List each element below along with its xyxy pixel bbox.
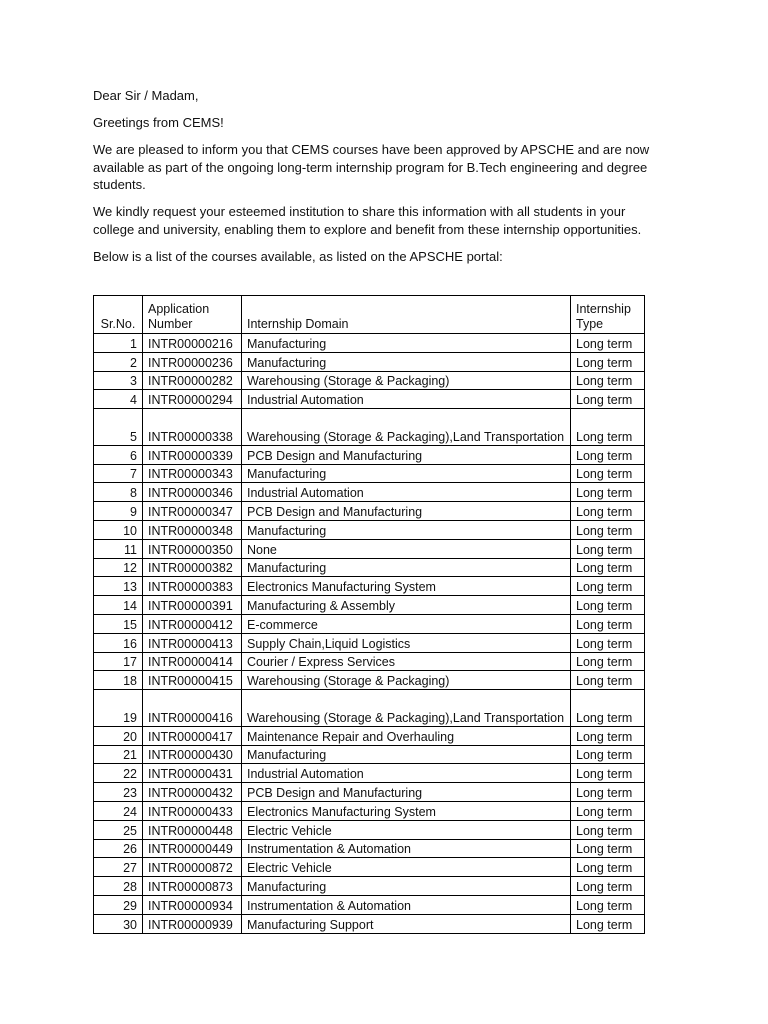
table-row	[94, 409, 645, 446]
cell-internship-domain: Warehousing (Storage & Packaging),Land Transportation	[242, 409, 571, 446]
cell-application-number: INTR00000449	[143, 839, 242, 858]
cell-srno: 24	[94, 801, 143, 820]
cell-internship-domain: PCB Design and Manufacturing	[242, 445, 571, 464]
table-body	[94, 334, 645, 934]
cell-internship-type: Long term	[571, 764, 645, 783]
table-row	[94, 520, 645, 539]
table-row	[94, 502, 645, 521]
cell-application-number: INTR00000294	[143, 390, 242, 409]
cell-application-number: INTR00000216	[143, 334, 242, 353]
cell-srno: 1	[94, 334, 143, 353]
cell-internship-type: Long term	[571, 690, 645, 727]
cell-internship-type: Long term	[571, 877, 645, 896]
table-row	[94, 577, 645, 596]
table-row	[94, 745, 645, 764]
cell-application-number: INTR00000872	[143, 858, 242, 877]
cell-srno: 14	[94, 596, 143, 615]
cell-application-number: INTR00000433	[143, 801, 242, 820]
cell-internship-type: Long term	[571, 783, 645, 802]
table-row	[94, 633, 645, 652]
cell-srno: 13	[94, 577, 143, 596]
cell-srno: 18	[94, 671, 143, 690]
cell-internship-domain: PCB Design and Manufacturing	[242, 783, 571, 802]
cell-srno: 2	[94, 352, 143, 371]
cell-srno: 4	[94, 390, 143, 409]
cell-application-number: INTR00000346	[143, 483, 242, 502]
cell-internship-domain: Manufacturing	[242, 464, 571, 483]
cell-internship-domain: Instrumentation & Automation	[242, 895, 571, 914]
table-row	[94, 839, 645, 858]
cell-internship-type: Long term	[571, 483, 645, 502]
cell-internship-type: Long term	[571, 371, 645, 390]
cell-internship-domain: Manufacturing Support	[242, 914, 571, 933]
cell-internship-type: Long term	[571, 577, 645, 596]
cell-internship-domain: Electronics Manufacturing System	[242, 577, 571, 596]
cell-application-number: INTR00000430	[143, 745, 242, 764]
cell-application-number: INTR00000236	[143, 352, 242, 371]
cell-srno: 9	[94, 502, 143, 521]
cell-srno: 30	[94, 914, 143, 933]
table-row	[94, 445, 645, 464]
cell-internship-type: Long term	[571, 409, 645, 446]
cell-application-number: INTR00000339	[143, 445, 242, 464]
cell-internship-type: Long term	[571, 502, 645, 521]
cell-internship-domain: Warehousing (Storage & Packaging)	[242, 371, 571, 390]
table-row	[94, 483, 645, 502]
cell-srno: 8	[94, 483, 143, 502]
cell-srno: 25	[94, 820, 143, 839]
cell-srno: 23	[94, 783, 143, 802]
cell-srno: 16	[94, 633, 143, 652]
cell-internship-type: Long term	[571, 520, 645, 539]
cell-application-number: INTR00000343	[143, 464, 242, 483]
cell-srno: 12	[94, 558, 143, 577]
cell-internship-type: Long term	[571, 633, 645, 652]
cell-application-number: INTR00000391	[143, 596, 242, 615]
table-row	[94, 464, 645, 483]
table-row	[94, 820, 645, 839]
cell-application-number: INTR00000382	[143, 558, 242, 577]
cell-internship-domain: Courier / Express Services	[242, 652, 571, 671]
cell-application-number: INTR00000415	[143, 671, 242, 690]
cell-internship-type: Long term	[571, 614, 645, 633]
cell-srno: 3	[94, 371, 143, 390]
cell-srno: 19	[94, 690, 143, 727]
cell-internship-type: Long term	[571, 390, 645, 409]
cell-application-number: INTR00000934	[143, 895, 242, 914]
cell-application-number: INTR00000448	[143, 820, 242, 839]
cell-application-number: INTR00000350	[143, 539, 242, 558]
cell-internship-type: Long term	[571, 726, 645, 745]
header-srno: Sr.No.	[94, 296, 143, 334]
cell-internship-type: Long term	[571, 914, 645, 933]
salutation: Dear Sir / Madam,	[93, 88, 199, 103]
cell-application-number: INTR00000282	[143, 371, 242, 390]
table-row	[94, 877, 645, 896]
cell-internship-domain: Manufacturing	[242, 877, 571, 896]
request-paragraph: We kindly request your esteemed institution to share this information with all students in your college and university, enabling them to explore and benefit from these internship opportunities.	[93, 204, 642, 237]
cell-internship-type: Long term	[571, 801, 645, 820]
cell-internship-type: Long term	[571, 596, 645, 615]
cell-internship-domain: Instrumentation & Automation	[242, 839, 571, 858]
cell-application-number: INTR00000432	[143, 783, 242, 802]
cell-internship-domain: Manufacturing	[242, 558, 571, 577]
cell-internship-type: Long term	[571, 671, 645, 690]
cell-internship-domain: Manufacturing	[242, 334, 571, 353]
cell-srno: 28	[94, 877, 143, 896]
cell-internship-type: Long term	[571, 652, 645, 671]
cell-internship-domain: Electric Vehicle	[242, 858, 571, 877]
cell-srno: 22	[94, 764, 143, 783]
table-row	[94, 352, 645, 371]
table-row	[94, 614, 645, 633]
cell-application-number: INTR00000939	[143, 914, 242, 933]
cell-srno: 26	[94, 839, 143, 858]
header-internship-type: Internship Type	[571, 296, 645, 334]
cell-application-number: INTR00000413	[143, 633, 242, 652]
table-row	[94, 764, 645, 783]
cell-srno: 15	[94, 614, 143, 633]
letter-body	[93, 87, 663, 275]
table-row	[94, 596, 645, 615]
cell-srno: 6	[94, 445, 143, 464]
cell-internship-type: Long term	[571, 352, 645, 371]
cell-internship-domain: Manufacturing & Assembly	[242, 596, 571, 615]
cell-application-number: INTR00000416	[143, 690, 242, 727]
table-row	[94, 858, 645, 877]
list-intro: Below is a list of the courses available, as listed on the APSCHE portal:	[93, 248, 503, 264]
table-row	[94, 726, 645, 745]
cell-srno: 5	[94, 409, 143, 446]
header-internship-domain: Internship Domain	[242, 296, 571, 334]
cell-srno: 10	[94, 520, 143, 539]
cell-internship-domain: Warehousing (Storage & Packaging),Land Transportation	[242, 690, 571, 727]
cell-application-number: INTR00000383	[143, 577, 242, 596]
cell-srno: 29	[94, 895, 143, 914]
header-application-number: Application Number	[143, 296, 242, 334]
cell-srno: 11	[94, 539, 143, 558]
table-row	[94, 895, 645, 914]
table-row	[94, 671, 645, 690]
table-row	[94, 690, 645, 727]
cell-internship-domain: Supply Chain,Liquid Logistics	[242, 633, 571, 652]
cell-internship-domain: Electric Vehicle	[242, 820, 571, 839]
table-header-row	[94, 296, 645, 334]
cell-application-number: INTR00000412	[143, 614, 242, 633]
cell-internship-type: Long term	[571, 539, 645, 558]
cell-application-number: INTR00000417	[143, 726, 242, 745]
cell-internship-type: Long term	[571, 334, 645, 353]
cell-internship-domain: PCB Design and Manufacturing	[242, 502, 571, 521]
table-row	[94, 371, 645, 390]
cell-srno: 20	[94, 726, 143, 745]
cell-application-number: INTR00000431	[143, 764, 242, 783]
cell-application-number: INTR00000414	[143, 652, 242, 671]
greeting: Greetings from CEMS!	[93, 115, 224, 130]
cell-srno: 17	[94, 652, 143, 671]
cell-internship-domain: None	[242, 539, 571, 558]
table-row	[94, 914, 645, 933]
cell-internship-domain: Warehousing (Storage & Packaging)	[242, 671, 571, 690]
cell-application-number: INTR00000338	[143, 409, 242, 446]
table-row	[94, 801, 645, 820]
cell-application-number: INTR00000347	[143, 502, 242, 521]
cell-internship-domain: Industrial Automation	[242, 764, 571, 783]
cell-internship-domain: Maintenance Repair and Overhauling	[242, 726, 571, 745]
cell-internship-type: Long term	[571, 839, 645, 858]
cell-internship-domain: Manufacturing	[242, 520, 571, 539]
cell-internship-domain: Manufacturing	[242, 352, 571, 371]
intro-paragraph: We are pleased to inform you that CEMS courses have been approved by APSCHE and are now available as part of the ongoing long-term internship program for B.Tech engineering and degree students.	[93, 142, 650, 192]
cell-application-number: INTR00000348	[143, 520, 242, 539]
table-row	[94, 539, 645, 558]
cell-application-number: INTR00000873	[143, 877, 242, 896]
cell-internship-domain: E-commerce	[242, 614, 571, 633]
cell-internship-type: Long term	[571, 820, 645, 839]
cell-internship-type: Long term	[571, 464, 645, 483]
cell-internship-type: Long term	[571, 558, 645, 577]
cell-srno: 27	[94, 858, 143, 877]
cell-internship-domain: Industrial Automation	[242, 483, 571, 502]
cell-internship-type: Long term	[571, 445, 645, 464]
table-row	[94, 783, 645, 802]
cell-internship-type: Long term	[571, 858, 645, 877]
cell-srno: 21	[94, 745, 143, 764]
cell-internship-domain: Manufacturing	[242, 745, 571, 764]
cell-internship-type: Long term	[571, 895, 645, 914]
table-row	[94, 390, 645, 409]
table-row	[94, 652, 645, 671]
courses-table	[93, 295, 645, 934]
cell-srno: 7	[94, 464, 143, 483]
cell-internship-domain: Electronics Manufacturing System	[242, 801, 571, 820]
cell-internship-type: Long term	[571, 745, 645, 764]
table-row	[94, 558, 645, 577]
table-row	[94, 334, 645, 353]
cell-internship-domain: Industrial Automation	[242, 390, 571, 409]
